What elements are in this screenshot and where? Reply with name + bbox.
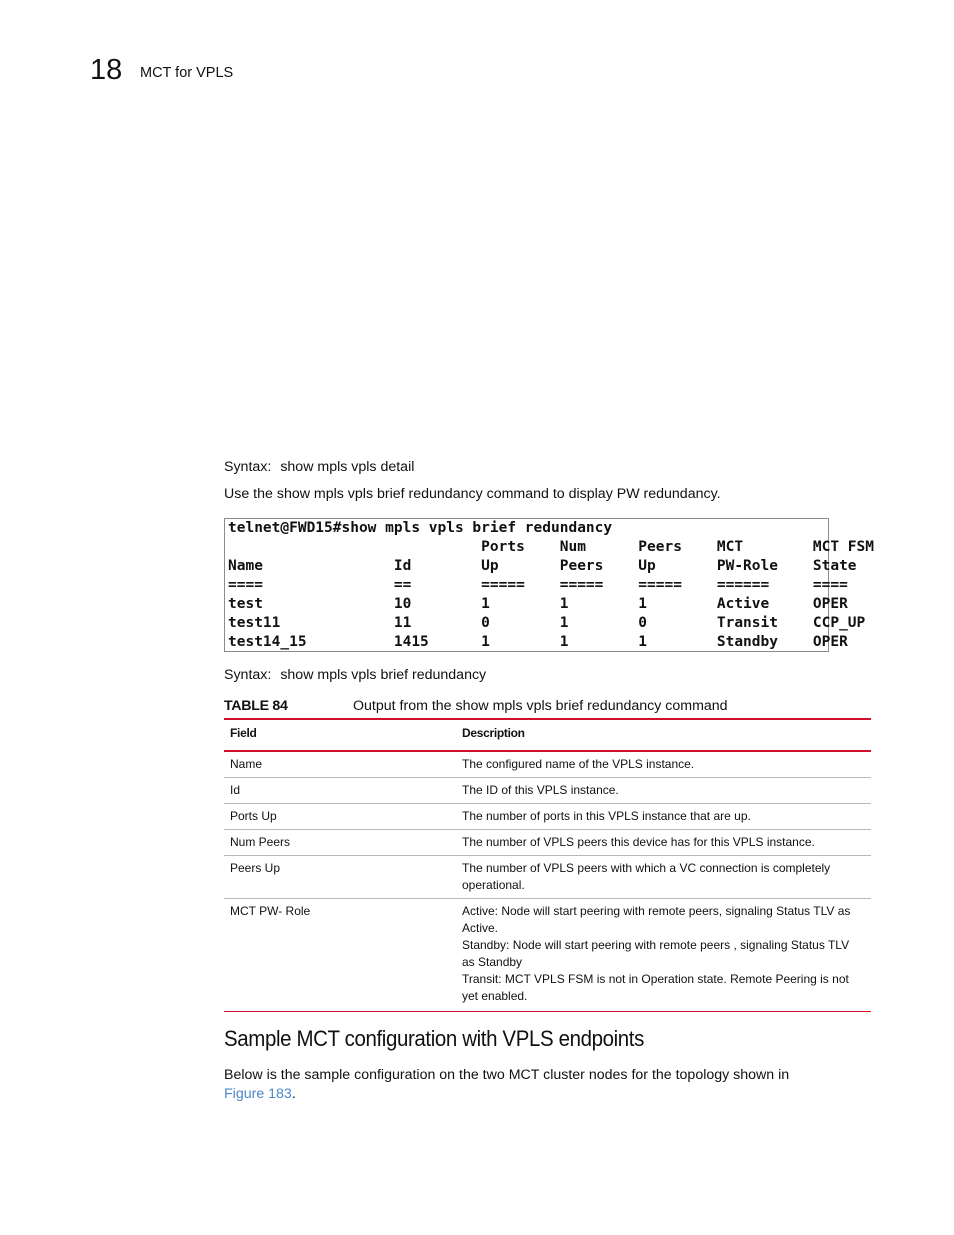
figure-link[interactable]: Figure 183 [224, 1086, 292, 1102]
terminal-line: test14_15 1415 1 1 1 Standby OPER [228, 634, 848, 650]
description-line: The number of ports in this VPLS instance that are up. [462, 809, 751, 823]
terminal-output [224, 518, 875, 652]
terminal-line: telnet@FWD15#show mpls vpls brief redundancy [228, 520, 613, 536]
field-cell: Id [224, 778, 456, 804]
description-line: Active: Node will start peering with remote peers, signaling Status TLV as Active. [462, 904, 851, 935]
field-cell: Peers Up [224, 856, 456, 899]
table-number: TABLE 84 [224, 698, 288, 714]
table-header-row [224, 719, 871, 751]
description-line: The ID of this VPLS instance. [462, 783, 619, 797]
header-description: Description [456, 719, 871, 751]
header-field: Field [224, 719, 456, 751]
terminal-line: ==== == ===== ===== ===== ====== ==== [228, 577, 848, 593]
table-body [224, 751, 871, 1012]
terminal-line: Name Id Up Peers Up PW-Role State [228, 558, 857, 574]
intro-command: show mpls vpls brief redundancy [276, 486, 483, 502]
field-cell: MCT PW- Role [224, 899, 456, 1012]
description-cell [456, 899, 871, 1012]
fields-table [224, 718, 871, 1012]
caption-command: show mpls vpls brief redundancy [455, 698, 662, 714]
table-caption-text [353, 697, 728, 715]
description-line: The configured name of the VPLS instance. [462, 757, 695, 771]
description-cell [456, 751, 871, 778]
field-cell: Num Peers [224, 830, 456, 856]
intro-paragraph [224, 485, 721, 504]
syntax-label: Syntax: [224, 459, 272, 475]
section-text: Below is the sample configuration on the two MCT cluster nodes for the topology shown in [224, 1067, 790, 1083]
section-heading: Sample MCT configuration with VPLS endpoints [224, 1026, 644, 1051]
caption-suffix: command [661, 698, 728, 714]
table-row [224, 899, 871, 1012]
table-row [224, 856, 871, 899]
description-line: Transit: MCT VPLS FSM is not in Operation state. Remote Peering is not yet enabled. [462, 972, 849, 1003]
description-cell [456, 804, 871, 830]
syntax-command: show mpls vpls detail [280, 459, 415, 475]
description-cell [456, 778, 871, 804]
table-row [224, 751, 871, 778]
terminal-line: test 10 1 1 1 Active OPER [228, 596, 848, 612]
table-row [224, 804, 871, 830]
table-row [224, 830, 871, 856]
syntax-brief-redundancy [224, 666, 486, 684]
description-cell [456, 830, 871, 856]
description-line: The number of VPLS peers this device has for this VPLS instance. [462, 835, 815, 849]
section-paragraph [224, 1066, 824, 1104]
chapter-title: MCT for VPLS [140, 65, 234, 81]
syntax-detail [224, 458, 414, 476]
field-cell: Ports Up [224, 804, 456, 830]
terminal-line: Ports Num Peers MCT MCT FSM [228, 539, 875, 555]
section-end: . [291, 1086, 296, 1102]
terminal-line: test11 11 0 1 0 Transit CCP_UP [228, 615, 866, 631]
chapter-number: 18 [90, 54, 123, 86]
field-cell: Name [224, 751, 456, 778]
syntax-label: Syntax: [224, 667, 272, 683]
intro-suffix: command to display PW redundancy. [482, 486, 721, 502]
caption-prefix: Output from the [353, 698, 456, 714]
description-line: The number of VPLS peers with which a VC connection is completely operational. [462, 861, 831, 892]
syntax-command: show mpls vpls brief redundancy [280, 667, 487, 683]
table-caption [224, 697, 871, 717]
table-row [224, 778, 871, 804]
description-line: Standby: Node will start peering with remote peers , signaling Status TLV as Standby [462, 938, 850, 969]
description-cell [456, 856, 871, 899]
intro-prefix: Use the [224, 486, 277, 502]
